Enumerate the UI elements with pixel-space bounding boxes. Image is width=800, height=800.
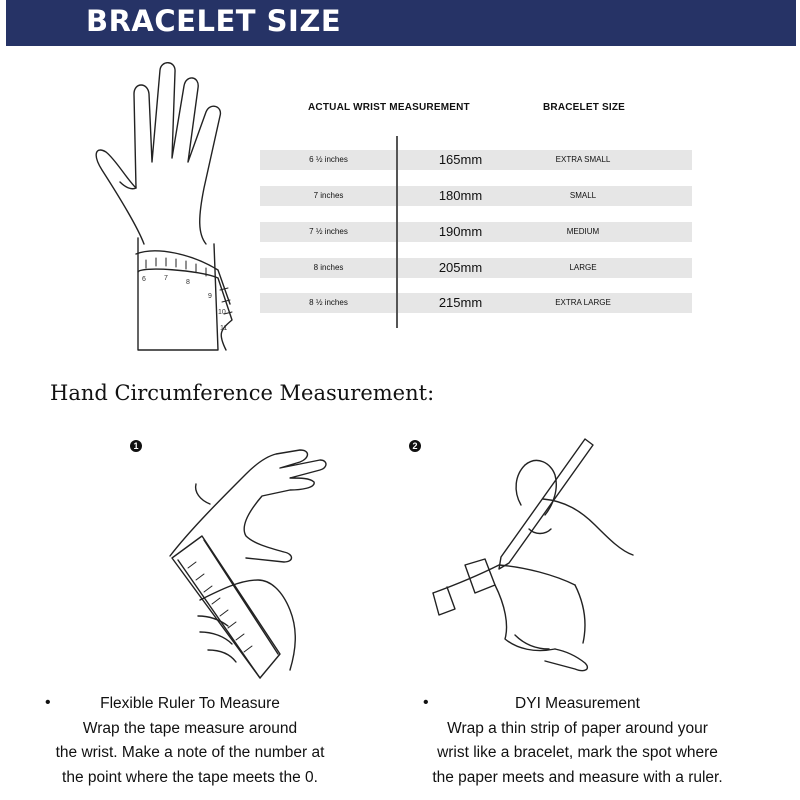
table-row (260, 186, 692, 206)
cell-size: MEDIUM (566, 227, 600, 236)
title-banner (6, 0, 796, 46)
cell-mm: 190mm (438, 224, 483, 239)
cell-inches: 8 ½ inches (309, 298, 348, 307)
cell-inches: 7 ½ inches (309, 227, 348, 236)
cell-mm: 165mm (438, 152, 483, 167)
step-1-heading: Flexible Ruler To Measure (100, 695, 280, 712)
tape-tick-label: 10 (218, 309, 226, 316)
hand-tape-illustration (80, 58, 240, 358)
cell-size: EXTRA LARGE (555, 298, 611, 307)
section-title: Hand Circumference Measurement: (50, 381, 435, 405)
cell-mm: 180mm (438, 188, 483, 203)
bullet-marker: • (45, 694, 51, 711)
step-1-line: Wrap the tape measure around (82, 719, 298, 737)
table-row (260, 293, 692, 313)
tape-tick-label: 6 (142, 276, 146, 283)
tape-tick-label: 8 (186, 279, 190, 286)
step-number-badge: 1 (130, 440, 142, 452)
table-row (260, 150, 692, 170)
ruler-wrist-illustration (150, 440, 380, 680)
cell-size: SMALL (569, 191, 597, 200)
cell-inches: 8 inches (313, 263, 344, 272)
step-1-line: the wrist. Make a note of the number at (55, 744, 325, 761)
step-2-line: wrist like a bracelet, mark the spot where (437, 744, 718, 761)
tape-tick-label: 9 (208, 293, 212, 300)
table-divider (396, 136, 398, 328)
step-1-line: the point where the tape meets the 0. (62, 768, 318, 786)
tape-tick-marks (146, 258, 232, 314)
bullet-marker: • (423, 694, 429, 711)
cell-mm: 215mm (438, 295, 483, 310)
step-number-badge: 2 (409, 440, 421, 452)
banner-title: BRACELET SIZE (86, 4, 342, 38)
paper-strip-illustration (425, 435, 655, 675)
cell-inches: 6 ½ inches (309, 155, 348, 164)
step-2-heading: DYI Measurement (515, 695, 640, 712)
step-1-caption (40, 692, 340, 790)
tape-tick-label: 7 (164, 275, 168, 282)
tape-tick-label: 11 (220, 325, 228, 332)
table-row (260, 222, 692, 242)
cell-size: LARGE (569, 263, 597, 272)
header-wrist-measurement: ACTUAL WRIST MEASUREMENT (308, 102, 470, 113)
cell-mm: 205mm (438, 260, 483, 275)
step-2-line: the paper meets and measure with a ruler. (432, 768, 723, 786)
table-row (260, 258, 692, 278)
cell-size: EXTRA SMALL (555, 155, 611, 164)
step-2-caption (410, 692, 745, 790)
cell-inches: 7 inches (313, 191, 344, 200)
header-bracelet-size: BRACELET SIZE (543, 102, 626, 113)
step-2-line: Wrap a thin strip of paper around your (447, 719, 708, 737)
